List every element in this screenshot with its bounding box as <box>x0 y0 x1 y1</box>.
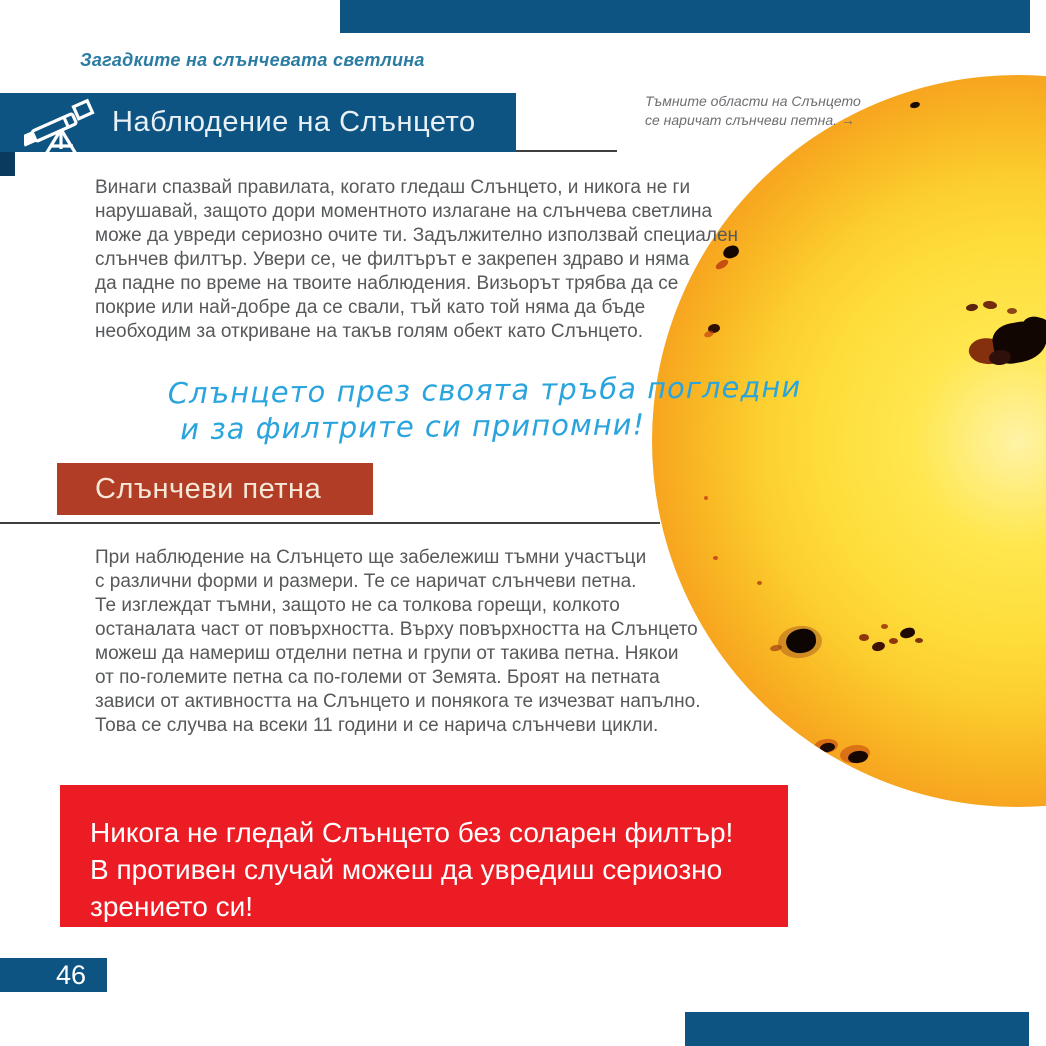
sunspot <box>881 624 888 629</box>
series-title: Загадките на слънчевата светлина <box>80 50 425 70</box>
sunspot <box>909 101 920 109</box>
text-line: слънчев филтър. Увери се, че филтърът е закрепен здраво и няма <box>95 249 690 270</box>
telescope-icon <box>24 97 104 155</box>
sunspot <box>983 300 998 309</box>
page-edge-mark <box>0 152 15 176</box>
text-line: покрие или най-добре да се свали, тъй като той няма да бъде <box>95 297 646 318</box>
page-number-bar <box>0 958 107 992</box>
text-line: може да увреди сериозно очите ти. Задължително използвай специален <box>95 225 739 246</box>
text-line: зрението си! <box>90 891 254 922</box>
bottom-edge-bar <box>685 1012 1029 1046</box>
sunspot <box>889 638 898 644</box>
text-line: нарушавай, защото дори моментното излагане на слънчева светлина <box>95 201 713 222</box>
paragraph-observation <box>95 176 738 344</box>
sunspot <box>1007 308 1017 314</box>
text-line: можеш да намериш отделни петна и групи от такива петна. Някои <box>95 643 679 664</box>
section-title-sunspots: Слънчеви петна <box>95 472 322 505</box>
text-line: Те изглеждат тъмни, защото не са толкова горещи, колкото <box>95 595 620 616</box>
text-line: В противен случай можеш да увредиш сериозно <box>90 854 723 885</box>
top-edge-bar <box>340 0 1030 33</box>
sunspot <box>704 496 708 500</box>
paragraph-sunspots <box>95 546 701 738</box>
text-line: останалата част от повърхността. Върху повърхността на Слънцето <box>95 619 698 640</box>
divider-line-middle <box>0 522 660 524</box>
rhyme-line: и за филтрите си припомни! <box>180 407 646 447</box>
sunspot <box>757 581 762 585</box>
text-line: от по-големите петна са по-големи от Земята. Броят на петната <box>95 667 660 688</box>
photo-caption <box>645 92 861 130</box>
text-line: Никога не гледай Слънцето без соларен филтър! <box>90 817 734 848</box>
text-line: Това се случва на всеки 11 години и се нарича слънчеви цикли. <box>95 715 659 736</box>
sunspot <box>859 634 869 641</box>
text-line: необходим за откриване на такъв голям обект като Слънцето. <box>95 321 644 342</box>
caption-line: Тъмните области на Слънцето <box>645 93 861 109</box>
sunspot <box>871 641 886 653</box>
sunspot <box>899 626 916 639</box>
section-header-sunspots <box>57 463 373 515</box>
text-line: Винаги спазвай правилата, когато гледаш Слънцето, и никога не ги <box>95 177 691 198</box>
caption-line: се наричат слънчеви петна. → <box>645 112 855 128</box>
text-line: При наблюдение на Слънцето ще забележиш тъмни участъци <box>95 547 647 568</box>
text-line: зависи от активността на Слънцето и понякога те изчезват напълно. <box>95 691 701 712</box>
text-line: да падне по време на твоите наблюдения. Визьорът трябва да се <box>95 273 679 294</box>
warning-box <box>60 785 788 927</box>
sunspot <box>915 638 923 643</box>
section-title-observation: Наблюдение на Слънцето <box>112 106 476 138</box>
page-number: 46 <box>55 959 86 990</box>
text-line: с различни форми и размери. Те се наричат слънчеви петна. <box>95 571 637 592</box>
rhyme-line: Слънцето през своята тръба погледни <box>167 369 802 411</box>
sunspot <box>966 303 979 312</box>
section-header-observation <box>0 93 516 152</box>
sunspot <box>713 556 718 560</box>
rhyme-text <box>168 369 802 448</box>
sunspot <box>819 742 835 753</box>
